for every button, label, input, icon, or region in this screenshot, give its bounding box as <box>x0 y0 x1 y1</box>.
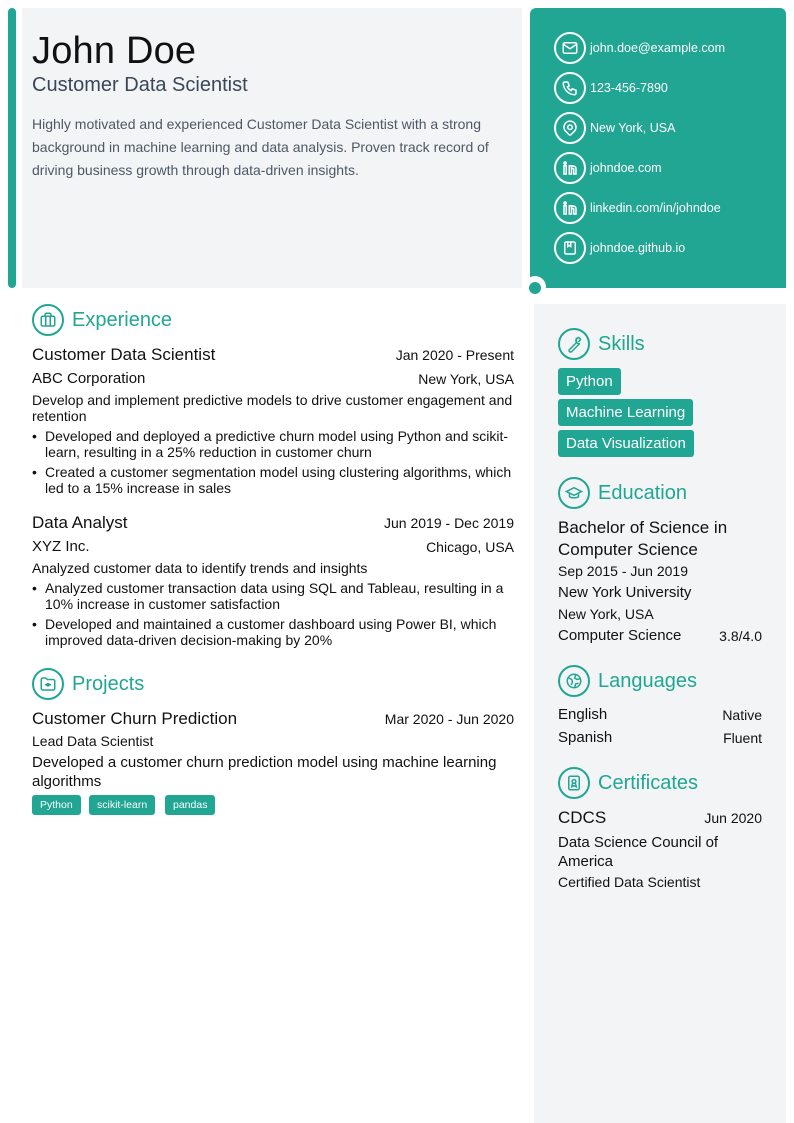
phone-icon <box>554 72 586 104</box>
skill-tag: Machine Learning <box>558 399 693 426</box>
contact-email-text: john.doe@example.com <box>590 41 725 55</box>
contact-phone[interactable] <box>554 72 668 104</box>
job-bullets <box>32 428 518 500</box>
job-dates: Jan 2020 - Present <box>395 347 514 363</box>
contact-location-text: New York, USA <box>590 121 676 135</box>
experience-heading <box>32 304 172 336</box>
project-tag: pandas <box>165 795 215 815</box>
language-name: Spanish <box>558 729 613 746</box>
contact-website[interactable] <box>554 152 662 184</box>
skills-heading-label: Skills <box>598 332 645 355</box>
job-title: Customer Data Scientist <box>32 345 216 364</box>
job-bullet: • Developed and maintained a customer dashboard using Power BI, which improved data-driven decision-making by 20% <box>32 616 518 648</box>
project-description: Developed a customer churn prediction model using machine learning algorithms <box>32 754 497 790</box>
location-icon <box>554 112 586 144</box>
certificate-title: Certified Data Scientist <box>558 874 701 890</box>
certificate-name: CDCS <box>558 808 607 827</box>
contact-website-text: johndoe.com <box>590 161 662 175</box>
education-dates: Sep 2015 - Jun 2019 <box>558 563 688 579</box>
job-bullet: • Analyzed customer transaction data using SQL and Tableau, resulting in a 10% increase in customer satisfaction <box>32 580 518 612</box>
education-field: Computer Science <box>558 627 682 644</box>
header-accent-bar <box>8 8 16 288</box>
projects-heading <box>32 668 144 700</box>
job-summary: Analyzed customer data to identify trends and insights <box>32 560 368 576</box>
folder-icon <box>32 668 64 700</box>
contact-linkedin[interactable] <box>554 192 721 224</box>
wrench-icon <box>558 328 590 360</box>
education-heading <box>558 477 687 509</box>
certificates-heading <box>558 767 698 799</box>
projects-heading-label: Projects <box>72 672 145 695</box>
job-title: Data Analyst <box>32 513 128 532</box>
globe-icon <box>558 665 590 697</box>
language-level: Native <box>722 707 762 723</box>
skill-tag: Data Visualization <box>558 430 694 457</box>
project-tag: scikit-learn <box>89 795 155 815</box>
profile-summary: Highly motivated and experienced Customer Data Scientist with a strong background in machine learning and data analysis. Proven track record of driving business growth through data-driven insights. <box>32 116 489 178</box>
candidate-title: Customer Data Scientist <box>32 74 248 96</box>
linkedin-icon <box>554 192 586 224</box>
project-tag: Python <box>32 795 81 815</box>
job-bullet: • Created a customer segmentation model using clustering algorithms, which led to a 15% increase in sales <box>32 464 518 496</box>
education-school: New York University <box>558 584 692 601</box>
project-role: Lead Data Scientist <box>32 733 154 749</box>
contact-github[interactable] <box>554 232 685 264</box>
languages-heading <box>558 665 697 697</box>
mail-icon <box>554 32 586 64</box>
job-bullets <box>32 580 518 652</box>
job-company: ABC Corporation <box>32 370 146 387</box>
contact-linkedin-text: linkedin.com/in/johndoe <box>590 201 721 215</box>
job-location: New York, USA <box>418 371 514 387</box>
education-heading-label: Education <box>598 481 687 504</box>
certificates-heading-label: Certificates <box>598 771 699 794</box>
education-location: New York, USA <box>558 606 654 622</box>
job-summary: Develop and implement predictive models to drive customer engagement and retention <box>32 392 513 424</box>
linkedin-icon <box>554 152 586 184</box>
skill-tag: Python <box>558 368 621 395</box>
languages-heading-label: Languages <box>598 669 697 692</box>
education-gpa: 3.8/4.0 <box>719 628 762 644</box>
certificate-icon <box>558 767 590 799</box>
contact-email[interactable] <box>554 32 725 64</box>
project-title: Customer Churn Prediction <box>32 709 238 728</box>
certificate-issuer: Data Science Council of America <box>558 834 719 870</box>
skills-heading <box>558 328 645 360</box>
education-degree: Bachelor of Science in Computer Science <box>558 518 728 559</box>
job-bullet: • Developed and deployed a predictive churn model using Python and scikit-learn, resulting in a 25% reduction in customer churn <box>32 428 518 460</box>
briefcase-icon <box>32 304 64 336</box>
github-icon <box>554 232 586 264</box>
header-notch-dot <box>529 282 541 294</box>
contact-phone-text: 123-456-7890 <box>590 81 668 95</box>
language-name: English <box>558 706 608 723</box>
job-company: XYZ Inc. <box>32 538 90 555</box>
language-level: Fluent <box>723 730 762 746</box>
job-dates: Jun 2019 - Dec 2019 <box>384 515 514 531</box>
contact-github-text: johndoe.github.io <box>590 241 686 255</box>
candidate-name: John Doe <box>32 30 197 72</box>
contact-panel <box>530 8 786 288</box>
contact-location <box>554 112 675 144</box>
project-dates: Mar 2020 - Jun 2020 <box>384 711 514 727</box>
certificate-date: Jun 2020 <box>704 810 762 826</box>
graduation-cap-icon <box>558 477 590 509</box>
job-location: Chicago, USA <box>426 539 514 555</box>
experience-heading-label: Experience <box>72 308 173 331</box>
